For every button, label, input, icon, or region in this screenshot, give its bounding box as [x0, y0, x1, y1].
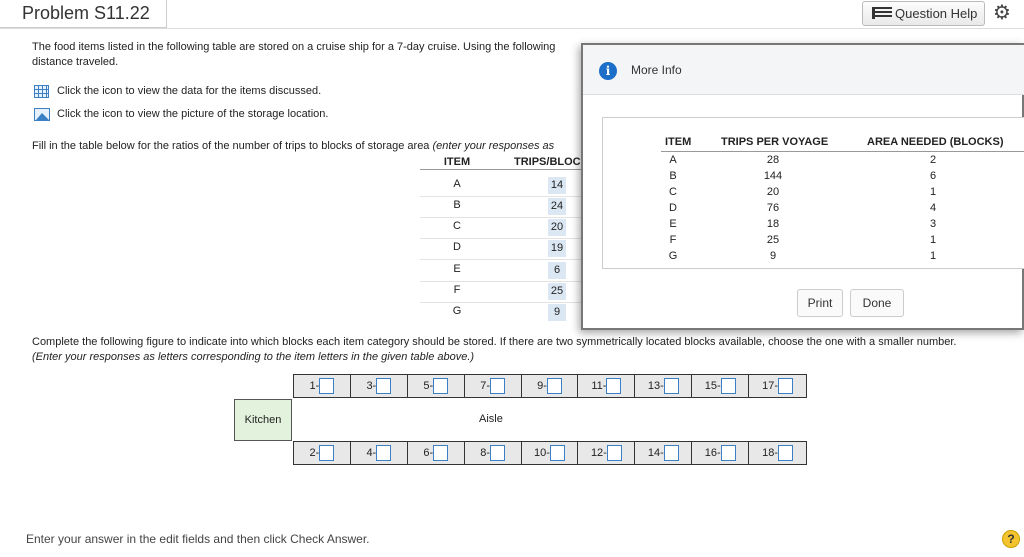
block-input[interactable]	[721, 445, 736, 461]
ratio-input[interactable]: 20	[548, 219, 566, 236]
ratio-row-divider	[420, 281, 582, 282]
ratio-row-item: E	[453, 263, 461, 275]
ratio-input[interactable]: 24	[548, 198, 566, 215]
block-input[interactable]	[547, 378, 562, 394]
block-number: 5-	[423, 380, 434, 392]
block-input[interactable]	[376, 378, 391, 394]
print-button[interactable]: Print	[797, 289, 843, 317]
ratio-row-divider	[420, 259, 582, 260]
gear-icon[interactable]: ⚙	[993, 2, 1011, 24]
ratio-row-item: A	[453, 178, 461, 190]
data-cell-area: 3	[929, 218, 937, 230]
question-help-button[interactable]	[862, 1, 985, 26]
block-number: 9-	[537, 380, 547, 392]
block-input[interactable]	[433, 378, 448, 394]
block-input[interactable]	[778, 378, 793, 394]
block-number: 1-	[309, 380, 320, 392]
bottom-block	[692, 442, 749, 464]
top-block	[749, 375, 806, 397]
data-cell-trips: 25	[766, 234, 780, 246]
ratio-row-item: G	[452, 305, 462, 317]
data-cell-area: 6	[929, 170, 937, 182]
bottom-block	[351, 442, 408, 464]
page-title: Problem S11.22	[0, 0, 167, 28]
block-input[interactable]	[433, 445, 448, 461]
block-number: 16-	[704, 447, 721, 459]
block-input[interactable]	[607, 445, 622, 461]
dialog-header	[583, 45, 1024, 95]
data-header-trips: TRIPS PER VOYAGE	[721, 136, 829, 148]
bottom-block	[749, 442, 806, 464]
more-info-dialog	[581, 43, 1024, 330]
block-input[interactable]	[664, 378, 679, 394]
top-block	[635, 375, 692, 397]
block-input[interactable]	[721, 378, 736, 394]
block-input[interactable]	[376, 445, 391, 461]
top-block	[294, 375, 351, 397]
ratio-input[interactable]: 14	[548, 177, 566, 194]
top-block	[465, 375, 522, 397]
bottom-block	[408, 442, 465, 464]
data-cell-trips: 76	[766, 202, 780, 214]
data-cell-item: C	[669, 186, 677, 198]
block-input[interactable]	[664, 445, 679, 461]
question-help-label: Question Help	[895, 6, 978, 21]
data-cell-item: A	[669, 154, 677, 166]
intro-text: The food items listed in the following table are stored on a cruise ship for a 7-day cruise. Using the following	[32, 41, 556, 53]
block-number: 15-	[704, 380, 721, 392]
done-button[interactable]: Done	[850, 289, 904, 317]
kitchen-block: Kitchen	[234, 399, 292, 441]
ratio-row-divider	[420, 196, 582, 197]
block-number: 7-	[480, 380, 490, 392]
data-cell-area: 1	[929, 234, 937, 246]
data-table-panel	[602, 117, 1024, 269]
block-number: 2-	[309, 447, 320, 459]
list-icon	[872, 7, 892, 19]
block-number: 6-	[423, 447, 434, 459]
block-number: 17-	[762, 380, 779, 392]
dialog-title: More Info	[631, 63, 682, 77]
ratio-header-trips: TRIPS/BLOC	[514, 156, 581, 168]
data-cell-item: D	[669, 202, 677, 214]
block-number: 8-	[480, 447, 490, 459]
block-number: 18-	[762, 447, 779, 459]
ratio-row-item: F	[453, 284, 461, 296]
ratio-row-divider	[420, 217, 582, 218]
aisle-label: Aisle	[479, 413, 503, 425]
footer-instruction: Enter your answer in the edit fields and then click Check Answer.	[26, 532, 370, 546]
block-number: 4-	[366, 447, 377, 459]
data-cell-trips: 144	[763, 170, 783, 182]
bottom-block	[294, 442, 351, 464]
ratio-row-divider	[420, 302, 582, 303]
data-cell-trips: 28	[766, 154, 780, 166]
ratio-input[interactable]: 9	[548, 304, 566, 321]
top-block	[522, 375, 579, 397]
ratio-row-divider	[420, 238, 582, 239]
top-block	[408, 375, 465, 397]
data-cell-area: 1	[929, 250, 937, 262]
ratio-header-rule	[420, 169, 582, 170]
block-number: 11-	[591, 380, 607, 392]
ratio-input[interactable]: 19	[548, 240, 566, 257]
block-number: 13-	[647, 380, 664, 392]
ratio-row-item: C	[453, 220, 461, 232]
help-icon[interactable]: ?	[1002, 530, 1020, 548]
data-cell-area: 4	[929, 202, 937, 214]
bottom-blocks-strip	[293, 441, 807, 465]
block-input[interactable]	[319, 378, 334, 394]
block-number: 10-	[534, 447, 550, 459]
picture-link-text: Click the icon to view the picture of the storage location.	[57, 108, 329, 120]
block-input[interactable]	[319, 445, 334, 461]
block-number: 14-	[647, 447, 664, 459]
data-cell-item: G	[668, 250, 678, 262]
ratio-row-item: D	[453, 241, 461, 253]
data-cell-item: E	[669, 218, 677, 230]
info-icon: i	[599, 62, 617, 80]
fill-instruction-text: Fill in the table below for the ratios of the number of trips to blocks of storage area	[32, 140, 430, 152]
data-link-text: Click the icon to view the data for the items discussed.	[57, 85, 322, 97]
top-blocks-strip	[293, 374, 807, 398]
image-icon[interactable]	[34, 108, 50, 121]
ratio-row-item: B	[453, 199, 461, 211]
data-cell-item: F	[669, 234, 677, 246]
top-block	[578, 375, 635, 397]
bottom-block	[578, 442, 635, 464]
bottom-block	[522, 442, 579, 464]
bottom-block	[465, 442, 522, 464]
data-cell-trips: 9	[769, 250, 777, 262]
fill-instruction	[32, 140, 592, 152]
block-input[interactable]	[490, 378, 505, 394]
block-input[interactable]	[778, 445, 793, 461]
figure-instruction-italic: (Enter your responses as letters corresponding to the item letters in the given table above.)	[32, 351, 475, 363]
ratio-input[interactable]: 25	[548, 283, 566, 300]
data-cell-area: 2	[929, 154, 937, 166]
data-header-area: AREA NEEDED (BLOCKS)	[867, 136, 1004, 148]
block-input[interactable]	[490, 445, 505, 461]
block-number: 12-	[590, 447, 607, 459]
data-cell-trips: 20	[766, 186, 780, 198]
data-header-rule	[661, 151, 1024, 152]
table-icon[interactable]	[34, 85, 49, 98]
ratio-input[interactable]: 6	[548, 262, 566, 279]
ratio-header-item: ITEM	[443, 156, 471, 168]
top-block	[692, 375, 749, 397]
bottom-block	[635, 442, 692, 464]
data-cell-trips: 18	[766, 218, 780, 230]
fill-instruction-italic: (enter your responses as	[432, 140, 555, 152]
data-cell-area: 1	[929, 186, 937, 198]
block-number: 3-	[366, 380, 377, 392]
data-header-item: ITEM	[665, 136, 692, 148]
block-input[interactable]	[606, 378, 621, 394]
intro-text-cont: distance traveled.	[32, 56, 119, 68]
top-block	[351, 375, 408, 397]
data-cell-item: B	[669, 170, 677, 182]
header-divider	[0, 28, 1024, 29]
figure-instruction: Complete the following figure to indicate into which blocks each item category should be stored. If there are two symmetrically located blocks available, choose the one with a smaller number.	[32, 336, 957, 348]
block-input[interactable]	[550, 445, 565, 461]
